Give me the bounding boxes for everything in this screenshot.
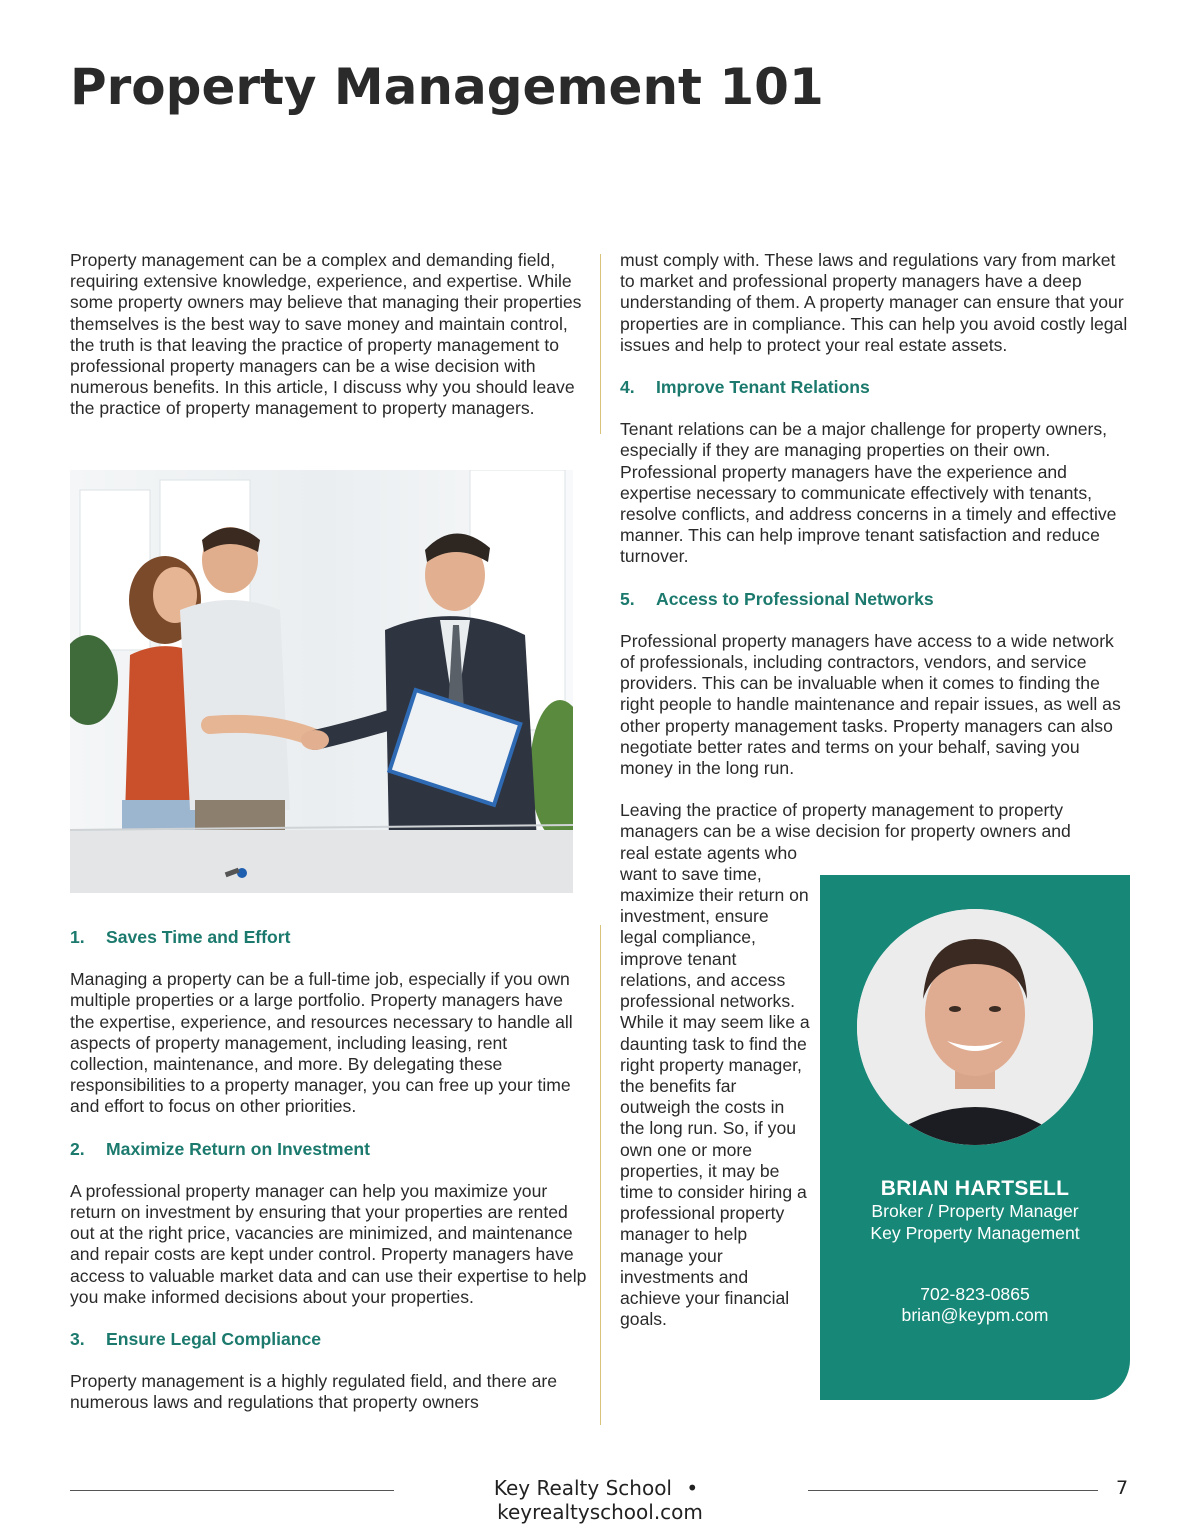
agent-phone[interactable]: 702-823-0865 xyxy=(920,1284,1030,1304)
section-body-3: Property management is a highly regulated field, and there are numerous laws and regulations that property owners xyxy=(70,1371,558,1413)
conclusion-wrap: real estate agents who want to save time, maximize their return on investment, ensure legal compliance, improve tenant relations, and access professional networks. While it may seem like a daunting task to find the right property manager, the benefits far outweigh the costs in the long run. So, if you own one or more properties, it may be time to consider hiring a professional property manager to help manage your investments and achieve your financial goals. xyxy=(620,842,810,1330)
agent-portrait xyxy=(857,909,1093,1145)
footer-rule-right xyxy=(808,1490,1098,1491)
section-heading-5: 5. Access to Professional Networks xyxy=(620,588,934,609)
footer-separator: • xyxy=(686,1476,699,1500)
section-body-2: A professional property manager can help you maximize your return on investment by ensuring that your properties are rented out at the right price, vacancies are minimized, and maintenance and repair costs are kept under control. Property managers have access to valuable market data and can use their expertise to help you make informed decisions about your properties. xyxy=(70,1180,587,1307)
section-heading-1: 1. Saves Time and Effort xyxy=(70,927,291,947)
footer-credit xyxy=(395,1476,805,1524)
column-divider-top xyxy=(600,254,601,434)
column-divider-bottom xyxy=(600,925,601,1425)
conclusion-lead: Leaving the practice of property management to property managers can be a wise decision for property owners and xyxy=(620,800,1071,842)
section-heading-3: 3. Ensure Legal Compliance xyxy=(70,1329,322,1350)
agent-email[interactable]: brian@keypm.com xyxy=(901,1305,1049,1325)
handshake-photo xyxy=(70,470,573,893)
section-body-4: Tenant relations can be a major challenge for property owners, especially if they are managing properties on their own. Professional property managers have the experience and expertise necessary to communicate effectively with tenants, resolve conflicts, and address concerns in a timely and effective manner. This can help improve tenant satisfaction and reduce turnover. xyxy=(620,419,1117,567)
left-column-sections xyxy=(70,927,588,1435)
agent-name: BRIAN HARTSELL xyxy=(880,1177,1070,1200)
footer-website[interactable]: keyrealtyschool.com xyxy=(497,1500,703,1524)
page-number: 7 xyxy=(1115,1477,1129,1499)
agent-profile-card xyxy=(820,875,1130,1400)
section-body-1: Managing a property can be a full-time job, especially if you own multiple properties or a large portfolio. Property managers have the expertise, experience, and resources necessary to handle all aspects of property management, including leasing, rent collection, maintenance, and more. By delegating these responsibilities to a property manager, you can free up your time and effort to focus on other priorities. xyxy=(70,969,573,1117)
section-body-5: Professional property managers have access to a wide network of professionals, including contractors, vendors, and service providers. This can be invaluable when it comes to finding the right people to handle maintenance and repair issues, as well as other property management tasks. Property managers can also negotiate better rates and terms on your behalf, saving you money in the long run. xyxy=(620,630,1121,779)
legal-continuation: must comply with. These laws and regulations vary from market to market and professional property managers have a deep understanding of them. A property manager can ensure that your properties are in compliance. This can help you avoid costly legal issues and help to protect your real estate assets. xyxy=(620,250,1128,355)
section-heading-2: 2. Maximize Return on Investment xyxy=(70,1138,370,1159)
left-column-intro xyxy=(70,250,588,441)
page-title: Property Management 101 xyxy=(70,58,824,116)
footer-school: Key Realty School xyxy=(493,1476,672,1500)
agent-company: Key Property Management xyxy=(870,1223,1080,1243)
intro-paragraph: Property management can be a complex and demanding field, requiring extensive knowledge, experience, and expertise. While some property owners may believe that managing their properties themselves is the best way to save money and maintain control, the truth is that leaving the practice of property management to professional property managers can be a wise decision with numerous benefits. In this article, I discuss why you should leave the practice of property management to property managers. xyxy=(70,250,582,419)
section-heading-4: 4. Improve Tenant Relations xyxy=(620,377,870,398)
agent-role: Broker / Property Manager xyxy=(871,1201,1079,1221)
footer-rule-left xyxy=(70,1490,394,1491)
